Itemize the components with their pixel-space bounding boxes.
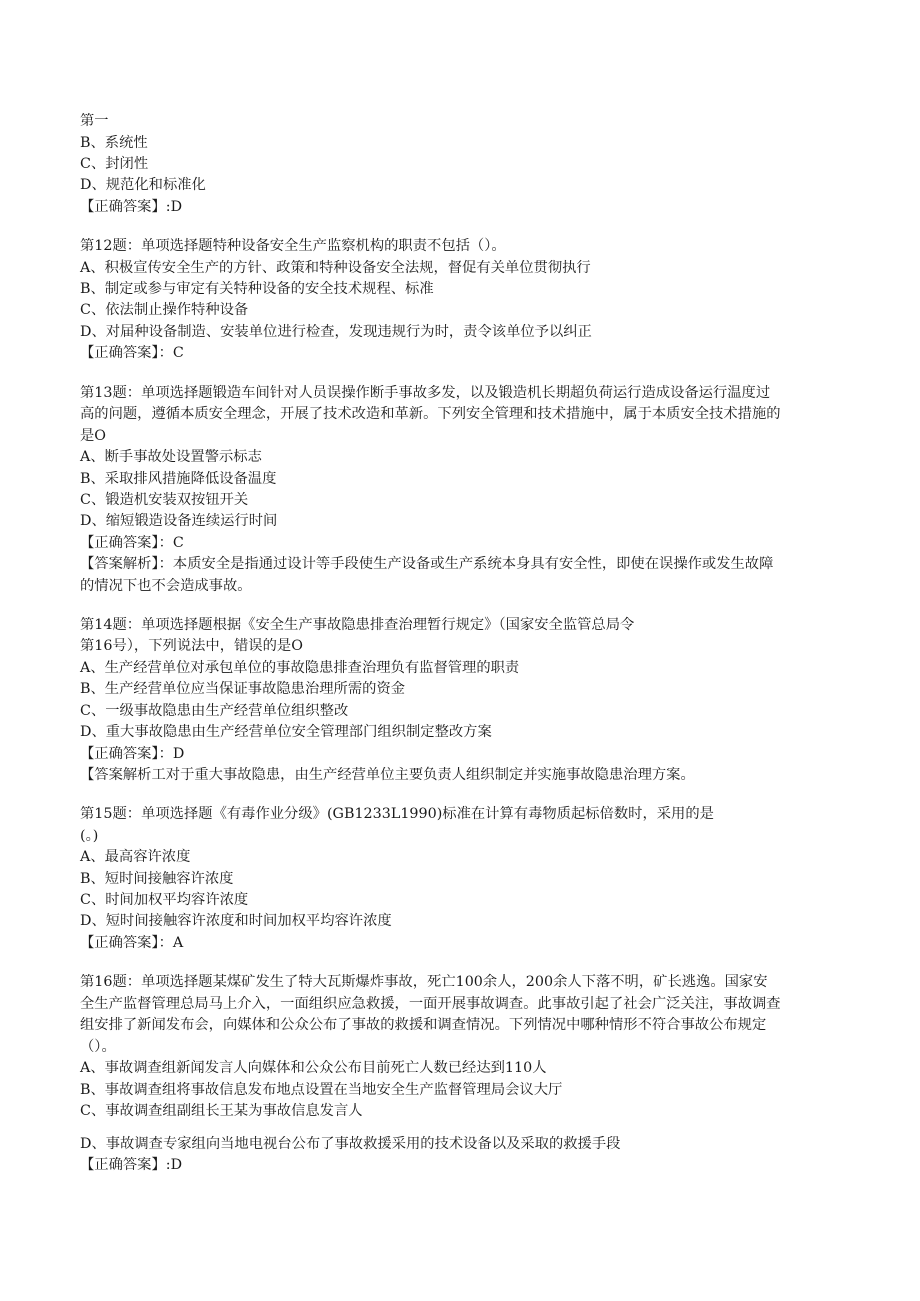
question-14-stem: 第14题：单项选择题根据《安全生产事故隐患排查治理暂行规定》（国家安全监管总局令 — [80, 617, 635, 633]
question-16-stem: 全生产监督管理总局马上介入，一面组织应急救援，一面开展事故调查。此事故引起了社会广泛关注，事故调查 — [80, 996, 781, 1012]
question-13-stem: 高的问题，遵循本质安全理念，开展了技术改造和革新。下列安全管理和技术措施中，属于本质安全技术措施的 — [80, 406, 781, 422]
option-a: A、最高容许浓度 — [80, 849, 191, 865]
option-d: D、规范化和标准化 — [80, 177, 206, 193]
option-b: B、生产经营单位应当保证事故隐患治理所需的资金 — [80, 681, 406, 697]
answer-explanation: 【答案解析工对于重大事故隐患，由生产经营单位主要负责人组织制定并实施事故隐患治理方案。 — [80, 767, 695, 783]
correct-answer: 【正确答案】：C — [80, 535, 184, 551]
question-13-stem: 第13题：单项选择题锻造车间针对人员误操作断手事故多发，以及锻造机长期超负荷运行造成设备运行温度过 — [80, 385, 771, 401]
question-12-stem: 第12题：单项选择题特种设备安全生产监察机构的职责不包括（）。 — [80, 238, 506, 254]
question-16-stem: 第16题：单项选择题某煤矿发生了特大瓦斯爆炸事故，死亡100余人，200余人下落不明，矿长逃逸。国家安 — [80, 974, 768, 990]
option-b: B、短时间接触容许浓度 — [80, 871, 234, 887]
option-a: A、积极宣传安全生产的方针、政策和特种设备安全法规，督促有关单位贯彻执行 — [80, 260, 591, 276]
option-c: C、锻造机安装双按钮开关 — [80, 492, 249, 508]
option-c: C、一级事故隐患由生产经营单位组织整改 — [80, 703, 349, 719]
question-16-stem: 组安排了新闻发布会，向媒体和公众公布了事故的救援和调查情况。下列情况中哪种情形不符合事故公布规定 — [80, 1017, 767, 1033]
option-b: B、事故调查组将事故信息发布地点设置在当地安全生产监督管理局会议大厅 — [80, 1082, 563, 1098]
option-b: B、制定或参与审定有关特种设备的安全技术规程、标准 — [80, 281, 434, 297]
option-d: D、缩短锻造设备连续运行时间 — [80, 513, 278, 529]
option-a: A、生产经营单位对承包单位的事故隐患排查治理负有监督管理的职责 — [80, 660, 520, 676]
answer-explanation: 【答案解析】：本质安全是指通过设计等手段使生产设备或生产系统本身具有安全性，即使在误操作或发生故障 — [80, 556, 774, 572]
option-c: C、时间加权平均容许浓度 — [80, 892, 249, 908]
correct-answer: 【正确答案】：D — [80, 746, 185, 762]
option-d: D、重大事故隐患由生产经营单位安全管理部门组织制定整改方案 — [80, 724, 492, 740]
correct-answer: 【正确答案】：C — [80, 345, 184, 361]
option-c: C、事故调查组副组长王某为事故信息发言人 — [80, 1103, 363, 1119]
question-15-stem: 第15题：单项选择题《有毒作业分级》(GB1233L1990)标准在计算有毒物质起标倍数时，采用的是 — [80, 806, 714, 822]
correct-answer: 【正确答案】:D — [80, 199, 183, 215]
option-d: D、事故调查专家组向当地电视台公布了事故救援采用的技术设备以及采取的救援手段 — [80, 1136, 621, 1152]
option-a: A、事故调查组新闻发言人向媒体和公众公布目前死亡人数已经达到110人 — [80, 1060, 547, 1076]
question-13-stem: 是O — [80, 428, 107, 444]
option-d: D、短时间接触容许浓度和时间加权平均容许浓度 — [80, 913, 392, 929]
option-b: B、系统性 — [80, 135, 148, 151]
correct-answer: 【正确答案】：A — [80, 935, 184, 951]
correct-answer: 【正确答案】:D — [80, 1157, 183, 1173]
option-c: C、封闭性 — [80, 156, 149, 172]
text-line: 第一 — [80, 113, 109, 129]
option-a: A、断手事故处设置警示标志 — [80, 449, 262, 465]
question-16-stem: （）。 — [80, 1039, 116, 1055]
question-15-stem: (。) — [80, 828, 99, 844]
option-d: D、对届种设备制造、安装单位进行检查，发现违规行为时，责令该单位予以纠正 — [80, 324, 592, 340]
option-c: C、依法制止操作特种设备 — [80, 302, 249, 318]
answer-explanation: 的情况下也不会造成事故。 — [80, 578, 252, 594]
option-b: B、采取排风措施降低设备温度 — [80, 471, 277, 487]
question-14-stem: 第16号），下列说法中，错误的是O — [80, 638, 303, 654]
